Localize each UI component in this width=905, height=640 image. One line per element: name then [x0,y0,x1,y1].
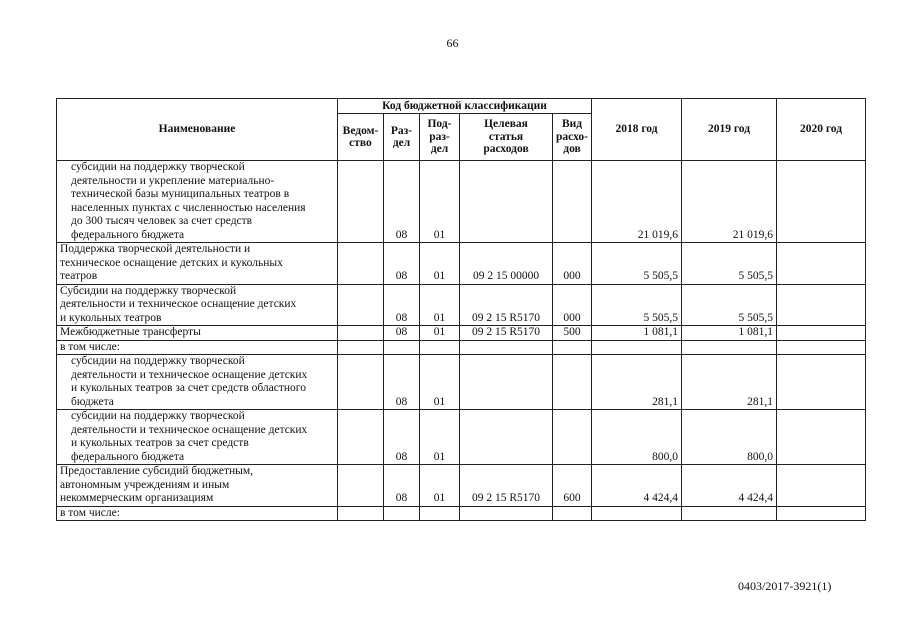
cell-razdel [384,506,420,521]
cell-2018: 800,0 [592,410,682,465]
cell-celevaya-statya [460,506,553,521]
cell-vedomstvo [338,284,384,326]
cell-2020 [777,161,866,243]
table-row [57,340,866,355]
cell-razdel [384,340,420,355]
cell-2019 [682,340,777,355]
table-row [57,506,866,521]
cell-vedomstvo [338,465,384,507]
header-2019: 2019 год [682,99,777,161]
cell-2019: 281,1 [682,355,777,410]
header-2018: 2018 год [592,99,682,161]
header-podrazdel: Под- раз- дел [420,114,460,161]
cell-celevaya-statya [460,355,553,410]
cell-vid-rashodov [553,506,592,521]
cell-2019: 800,0 [682,410,777,465]
cell-podrazdel: 01 [420,410,460,465]
row-name: субсидии на поддержку творческой деятельности и техническое оснащение детских и кукольных театров за счет средств областного бюджета [57,355,338,410]
cell-2018: 5 505,5 [592,243,682,285]
cell-vedomstvo [338,340,384,355]
cell-celevaya-statya [460,340,553,355]
cell-podrazdel [420,506,460,521]
cell-vid-rashodov [553,410,592,465]
header-celevaya-statya: Целевая статья расходов [460,114,553,161]
header-vedomstvo: Ведом- ство [338,114,384,161]
row-name: Поддержка творческой деятельности и техническое оснащение детских и кукольных театров [57,243,338,285]
cell-vid-rashodov [553,355,592,410]
cell-vid-rashodov: 500 [553,326,592,341]
cell-vid-rashodov [553,340,592,355]
cell-2018 [592,340,682,355]
cell-2020 [777,243,866,285]
cell-razdel: 08 [384,355,420,410]
row-name: субсидии на поддержку творческой деятельности и техническое оснащение детских и кукольных театров за счет средств федерального бюджета [57,410,338,465]
cell-podrazdel: 01 [420,326,460,341]
cell-vid-rashodov: 600 [553,465,592,507]
budget-table [56,98,866,521]
table-row [57,465,866,507]
cell-2018: 4 424,4 [592,465,682,507]
row-name: в том числе: [57,506,338,521]
cell-2019 [682,506,777,521]
cell-2018: 21 019,6 [592,161,682,243]
cell-2018: 1 081,1 [592,326,682,341]
cell-celevaya-statya: 09 2 15 00000 [460,243,553,285]
cell-2019: 5 505,5 [682,243,777,285]
cell-vid-rashodov: 000 [553,284,592,326]
cell-2020 [777,340,866,355]
cell-podrazdel: 01 [420,355,460,410]
header-razdel: Раз- дел [384,114,420,161]
cell-2018 [592,506,682,521]
cell-podrazdel [420,340,460,355]
cell-razdel: 08 [384,326,420,341]
cell-podrazdel: 01 [420,243,460,285]
table-row [57,355,866,410]
table-row [57,243,866,285]
cell-vid-rashodov: 000 [553,243,592,285]
cell-2020 [777,284,866,326]
cell-celevaya-statya: 09 2 15 R5170 [460,465,553,507]
cell-razdel: 08 [384,410,420,465]
cell-vedomstvo [338,243,384,285]
header-name: Наименование [57,99,338,161]
cell-celevaya-statya [460,410,553,465]
cell-2020 [777,355,866,410]
cell-2019: 21 019,6 [682,161,777,243]
page-number: 66 [446,36,459,50]
cell-vid-rashodov [553,161,592,243]
cell-podrazdel: 01 [420,161,460,243]
row-name: Субсидии на поддержку творческой деятельности и техническое оснащение детских и кукольных театров [57,284,338,326]
cell-vedomstvo [338,410,384,465]
header-vid-rashodov: Вид расхо- дов [553,114,592,161]
document-code: 0403/2017-3921(1) [738,579,832,593]
cell-vedomstvo [338,326,384,341]
table-row [57,161,866,243]
cell-2019: 5 505,5 [682,284,777,326]
cell-2019: 4 424,4 [682,465,777,507]
cell-2020 [777,465,866,507]
cell-celevaya-statya [460,161,553,243]
cell-vedomstvo [338,506,384,521]
cell-razdel: 08 [384,243,420,285]
row-name: субсидии на поддержку творческой деятельности и укрепление материально- технической базы муниципальных театров в населенных пунктах с численностью населения до 300 тысяч человек за счет средств федерального бюджета [57,161,338,243]
cell-razdel: 08 [384,284,420,326]
cell-2018: 5 505,5 [592,284,682,326]
row-name: в том числе: [57,340,338,355]
cell-2020 [777,410,866,465]
cell-2018: 281,1 [592,355,682,410]
table-row [57,326,866,341]
cell-celevaya-statya: 09 2 15 R5170 [460,284,553,326]
table-row [57,410,866,465]
table-row [57,284,866,326]
header-classification-group: Код бюджетной классификации [338,99,592,114]
cell-vedomstvo [338,355,384,410]
cell-2020 [777,506,866,521]
cell-vedomstvo [338,161,384,243]
cell-2019: 1 081,1 [682,326,777,341]
cell-2020 [777,326,866,341]
cell-razdel: 08 [384,465,420,507]
header-2020: 2020 год [777,99,866,161]
cell-celevaya-statya: 09 2 15 R5170 [460,326,553,341]
cell-podrazdel: 01 [420,465,460,507]
cell-podrazdel: 01 [420,284,460,326]
cell-razdel: 08 [384,161,420,243]
row-name: Предоставление субсидий бюджетным, автономным учреждениям и иным некоммерческим организациям [57,465,338,507]
row-name: Межбюджетные трансферты [57,326,338,341]
